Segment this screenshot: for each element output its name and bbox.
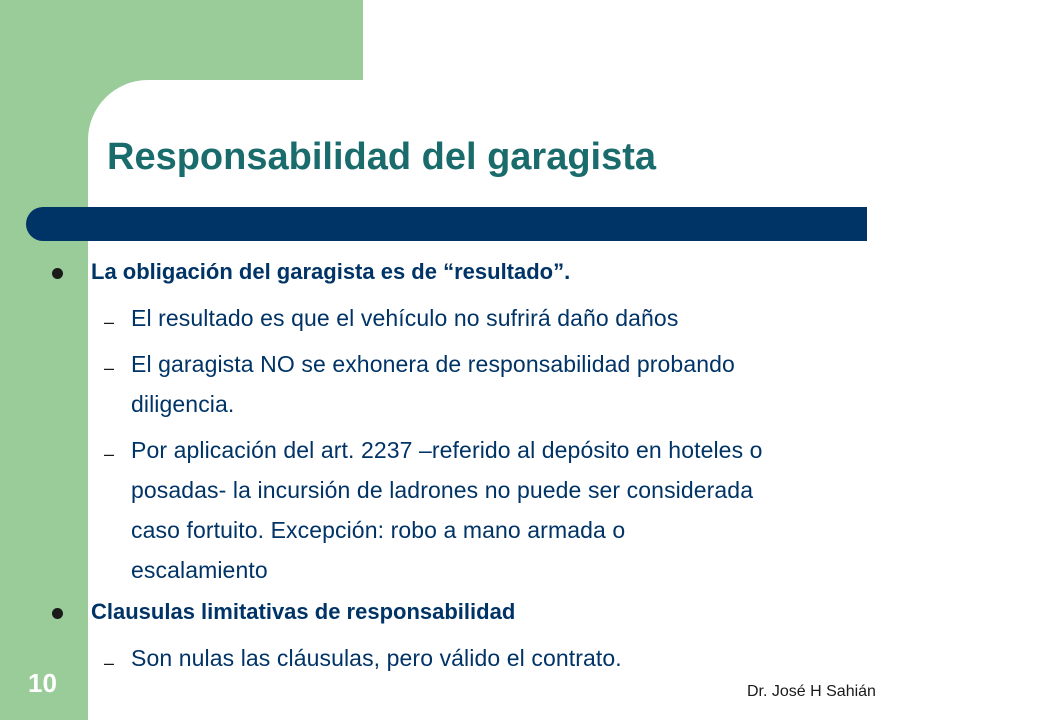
sub-bullet-line: Son nulas las cláusulas, pero válido el contrato. xyxy=(131,645,622,671)
sub-bullet-dash: – xyxy=(104,312,115,332)
bullet-level1: La obligación del garagista es de “resultado”. xyxy=(91,259,571,284)
bullet-dot xyxy=(52,268,63,279)
footer-author: Dr. José H Sahián xyxy=(747,683,876,700)
slide-number: 10 xyxy=(28,668,57,698)
sub-bullet-line: Por aplicación del art. 2237 –referido al depósito en hoteles o xyxy=(131,437,763,463)
sub-bullet-line: diligencia. xyxy=(131,391,235,417)
sub-bullet-dash: – xyxy=(104,653,115,673)
sub-bullet-line: posadas- la incursión de ladrones no puede ser considerada xyxy=(131,477,754,503)
sub-bullet-line: El resultado es que el vehículo no sufrirá daño daños xyxy=(131,305,679,331)
sub-bullet-line: caso fortuito. Excepción: robo a mano armada o xyxy=(131,517,626,543)
sub-bullet-dash: – xyxy=(104,444,115,464)
sub-bullet-line: escalamiento xyxy=(131,557,268,583)
bullet-level1: Clausulas limitativas de responsabilidad xyxy=(91,599,516,624)
bullet-dot xyxy=(52,608,63,619)
sub-bullet-dash: – xyxy=(104,358,115,378)
sub-bullet-line: El garagista NO se exhonera de responsabilidad probando xyxy=(131,351,735,377)
title-underline-bar xyxy=(26,207,867,241)
slide-title: Responsabilidad del garagista xyxy=(107,136,657,178)
